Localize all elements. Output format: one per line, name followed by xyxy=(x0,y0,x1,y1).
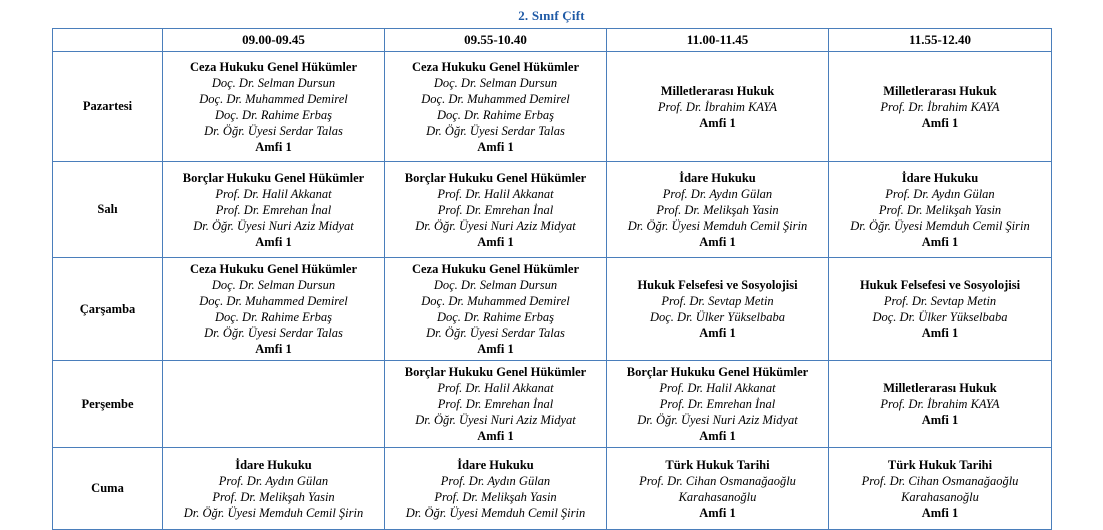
lecturer: Prof. Dr. Aydın Gülan xyxy=(885,186,995,201)
table-row xyxy=(53,361,1052,448)
course-title: İdare Hukuku xyxy=(235,457,312,472)
day-label-sali: Salı xyxy=(53,162,163,258)
room-label: Amfi 1 xyxy=(255,234,292,249)
course-title: Milletlerarası Hukuk xyxy=(660,83,775,98)
lecturer: Prof. Dr. Aydın Gülan xyxy=(662,186,773,201)
lecturer: Prof. Dr. Sevtap Metin xyxy=(883,294,997,308)
course-title: İdare Hukuku xyxy=(901,170,979,185)
session-cell xyxy=(385,361,607,448)
lecturer: Karahasanoğlu xyxy=(678,489,757,504)
room-label: Amfi 1 xyxy=(255,342,292,356)
lecturer: Doç. Dr. Selman Dursun xyxy=(211,75,336,90)
session-cell xyxy=(607,361,829,448)
lecturer: Dr. Öğr. Üyesi Nuri Aziz Midyat xyxy=(193,218,354,233)
table-header-row xyxy=(53,29,1052,52)
session-cell xyxy=(607,52,829,162)
course-title: Ceza Hukuku Genel Hükümler xyxy=(189,262,358,276)
table-row xyxy=(53,258,1052,361)
room-label: Amfi 1 xyxy=(699,115,736,130)
session-cell xyxy=(829,162,1052,258)
lecturer: Prof. Dr. Aydın Gülan xyxy=(218,473,329,488)
table-body xyxy=(53,52,1052,530)
schedule-table-wrapper xyxy=(0,28,1103,530)
room-label: Amfi 1 xyxy=(699,326,736,340)
lecturer: Prof. Dr. Melikşah Yasin xyxy=(878,202,1002,217)
session-cell xyxy=(829,448,1052,530)
room-label: Amfi 1 xyxy=(255,139,292,154)
lecturer: Dr. Öğr. Üyesi Memduh Cemil Şirin xyxy=(627,218,808,233)
course-title: Hukuk Felsefesi ve Sosyolojisi xyxy=(859,278,1021,292)
lecturer: Karahasanoğlu xyxy=(901,489,979,504)
lecturer: Doç. Dr. Selman Dursun xyxy=(433,75,558,90)
room-label: Amfi 1 xyxy=(921,505,959,520)
session-cell xyxy=(163,52,385,162)
lecturer: Doç. Dr. Rahime Erbaş xyxy=(214,107,332,122)
lecturer: Prof. Dr. İbrahim KAYA xyxy=(880,99,1000,114)
room-label: Amfi 1 xyxy=(921,326,959,340)
lecturer: Prof. Dr. Emrehan İnal xyxy=(437,202,554,217)
session-cell-empty xyxy=(163,361,385,448)
room-label: Amfi 1 xyxy=(699,234,736,249)
course-title: İdare Hukuku xyxy=(679,170,756,185)
course-title: Borçlar Hukuku Genel Hükümler xyxy=(404,365,587,379)
session-cell xyxy=(385,258,607,361)
session-cell xyxy=(385,162,607,258)
lecturer: Prof. Dr. Emrehan İnal xyxy=(215,202,332,217)
session-cell xyxy=(385,448,607,530)
lecturer: Doç. Dr. Muhammed Demirel xyxy=(421,91,570,106)
course-title: Borçlar Hukuku Genel Hükümler xyxy=(404,170,587,185)
lecturer: Prof. Dr. Emrehan İnal xyxy=(437,397,554,411)
time-slot-header-1: 09.00-09.45 xyxy=(163,29,385,52)
lecturer: Doç. Dr. Selman Dursun xyxy=(211,278,336,292)
course-title: Türk Hukuk Tarihi xyxy=(887,457,993,472)
lecturer: Doç. Dr. Rahime Erbaş xyxy=(436,107,554,122)
room-label: Amfi 1 xyxy=(699,429,736,443)
course-title: Borçlar Hukuku Genel Hükümler xyxy=(626,365,809,379)
lecturer: Prof. Dr. Melikşah Yasin xyxy=(656,202,779,217)
lecturer: Doç. Dr. Muhammed Demirel xyxy=(199,91,348,106)
room-label: Amfi 1 xyxy=(921,413,959,427)
course-title: İdare Hukuku xyxy=(457,457,534,472)
corner-header xyxy=(53,29,163,52)
lecturer: Dr. Öğr. Üyesi Serdar Talas xyxy=(204,123,343,138)
lecturer: Prof. Dr. Melikşah Yasin xyxy=(212,489,335,504)
session-cell xyxy=(607,448,829,530)
course-title: Milletlerarası Hukuk xyxy=(883,83,997,98)
room-label: Amfi 1 xyxy=(477,429,514,443)
lecturer: Doç. Dr. Rahime Erbaş xyxy=(436,310,554,324)
lecturer: Dr. Öğr. Üyesi Memduh Cemil Şirin xyxy=(183,505,364,520)
lecturer: Doç. Dr. Ülker Yükselbaba xyxy=(872,310,1008,324)
lecturer: Prof. Dr. Halil Akkanat xyxy=(437,186,554,201)
table-row xyxy=(53,162,1052,258)
session-cell xyxy=(385,52,607,162)
course-title: Borçlar Hukuku Genel Hükümler xyxy=(182,170,365,185)
lecturer: Prof. Dr. Emrehan İnal xyxy=(659,397,776,411)
lecturer: Prof. Dr. Aydın Gülan xyxy=(440,473,551,488)
room-label: Amfi 1 xyxy=(477,234,514,249)
course-title: Türk Hukuk Tarihi xyxy=(665,457,770,472)
lecturer: Prof. Dr. İbrahim KAYA xyxy=(880,397,1000,411)
session-cell xyxy=(163,162,385,258)
room-label: Amfi 1 xyxy=(921,234,959,249)
lecturer: Prof. Dr. Halil Akkanat xyxy=(215,186,332,201)
lecturer: Prof. Dr. Melikşah Yasin xyxy=(434,489,557,504)
course-title: Milletlerarası Hukuk xyxy=(883,381,997,395)
room-label: Amfi 1 xyxy=(477,342,514,356)
lecturer: Doç. Dr. Muhammed Demirel xyxy=(199,294,348,308)
lecturer: Dr. Öğr. Üyesi Nuri Aziz Midyat xyxy=(415,218,576,233)
lecturer: Prof. Dr. Halil Akkanat xyxy=(437,381,554,395)
table-row xyxy=(53,448,1052,530)
course-title: Ceza Hukuku Genel Hükümler xyxy=(189,59,358,74)
lecturer: Dr. Öğr. Üyesi Nuri Aziz Midyat xyxy=(415,413,576,427)
session-cell xyxy=(607,258,829,361)
session-cell xyxy=(829,52,1052,162)
session-cell xyxy=(829,258,1052,361)
lecturer: Dr. Öğr. Üyesi Nuri Aziz Midyat xyxy=(637,413,798,427)
day-label-pazartesi: Pazartesi xyxy=(53,52,163,162)
lecturer: Dr. Öğr. Üyesi Serdar Talas xyxy=(426,123,565,138)
time-slot-header-4: 11.55-12.40 xyxy=(829,29,1052,52)
page-title: 2. Sınıf Çift xyxy=(518,8,585,23)
lecturer: Prof. Dr. Halil Akkanat xyxy=(659,381,776,395)
session-cell xyxy=(163,448,385,530)
room-label: Amfi 1 xyxy=(921,115,959,130)
lecturer: Dr. Öğr. Üyesi Serdar Talas xyxy=(204,326,343,340)
lecturer: Prof. Dr. İbrahim KAYA xyxy=(657,99,778,114)
weekly-schedule-table xyxy=(52,28,1052,530)
lecturer: Prof. Dr. Cihan Osmanağaoğlu xyxy=(861,473,1019,488)
lecturer: Doç. Dr. Muhammed Demirel xyxy=(421,294,570,308)
course-title: Ceza Hukuku Genel Hükümler xyxy=(411,262,580,276)
lecturer: Doç. Dr. Ülker Yükselbaba xyxy=(649,310,786,324)
lecturer: Dr. Öğr. Üyesi Serdar Talas xyxy=(426,326,565,340)
room-label: Amfi 1 xyxy=(699,505,736,520)
day-label-carsamba: Çarşamba xyxy=(53,258,163,361)
time-slot-header-2: 09.55-10.40 xyxy=(385,29,607,52)
lecturer: Doç. Dr. Selman Dursun xyxy=(433,278,558,292)
session-cell xyxy=(829,361,1052,448)
table-header xyxy=(53,29,1052,52)
course-title: Hukuk Felsefesi ve Sosyolojisi xyxy=(637,278,798,292)
day-label-cuma: Cuma xyxy=(53,448,163,530)
time-slot-header-3: 11.00-11.45 xyxy=(607,29,829,52)
course-title: Ceza Hukuku Genel Hükümler xyxy=(411,59,580,74)
lecturer: Dr. Öğr. Üyesi Memduh Cemil Şirin xyxy=(405,505,586,520)
lecturer: Doç. Dr. Rahime Erbaş xyxy=(214,310,332,324)
day-label-persembe: Perşembe xyxy=(53,361,163,448)
session-cell xyxy=(163,258,385,361)
lecturer: Prof. Dr. Cihan Osmanağaoğlu xyxy=(639,473,796,488)
session-cell xyxy=(607,162,829,258)
lecturer: Prof. Dr. Sevtap Metin xyxy=(661,294,774,308)
room-label: Amfi 1 xyxy=(477,139,514,154)
lecturer: Dr. Öğr. Üyesi Memduh Cemil Şirin xyxy=(850,218,1030,233)
table-row xyxy=(53,52,1052,162)
